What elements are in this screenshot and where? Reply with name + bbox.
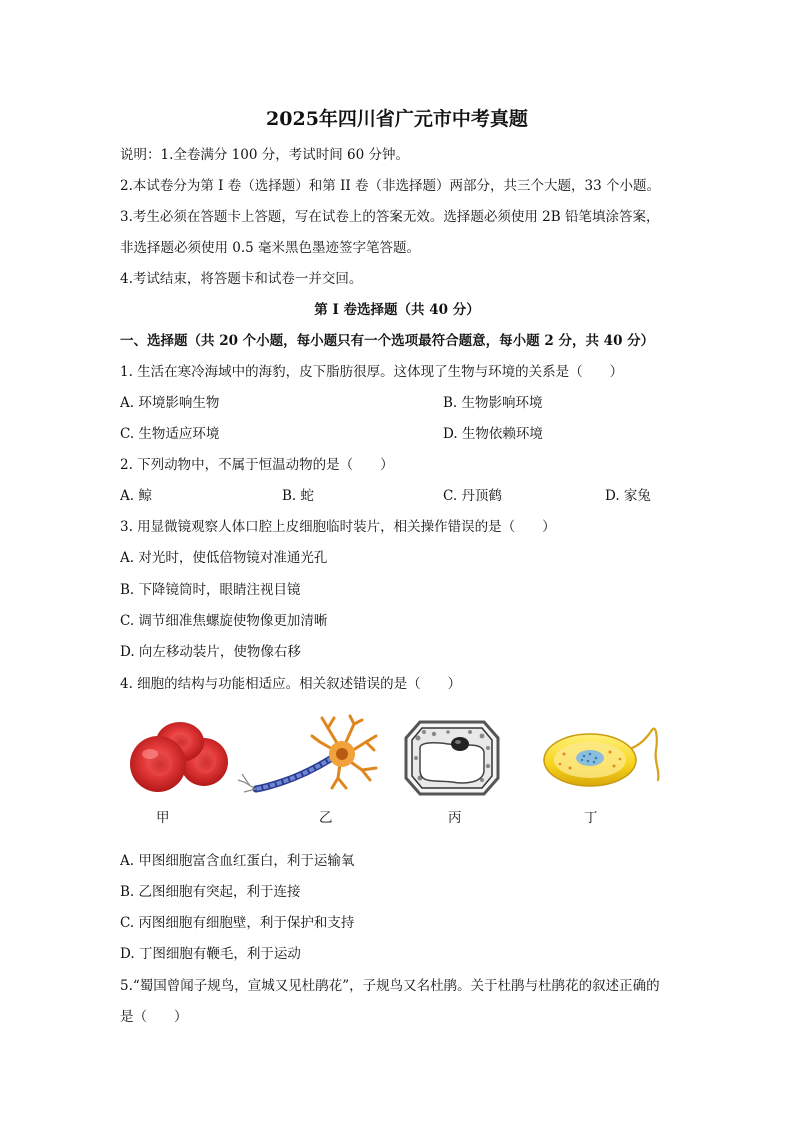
q2-option-a: A. 鲸 <box>120 488 152 504</box>
section-title: 第 I 卷选择题（共 40 分） <box>314 302 480 318</box>
q1-option-c: C. 生物适应环境 <box>120 426 220 442</box>
q4-stem: 4. 细胞的结构与功能相适应。相关叙述错误的是（ ） <box>120 676 462 692</box>
part-heading: 一、选择题（共 20 个小题，每小题只有一个选项最符合题意，每小题 2 分，共 40 分） <box>120 333 655 349</box>
figure-label-jia: 甲 <box>156 810 170 826</box>
q1-option-b: B. 生物影响环境 <box>443 395 543 411</box>
q4-option-d: D. 丁图细胞有鞭毛，利于运动 <box>120 946 301 962</box>
q1-option-d: D. 生物依赖环境 <box>443 426 543 442</box>
instruction-line-3: 3.考生必须在答题卡上答题，写在试卷上的答案无效。选择题必须使用 2B 铅笔填涂答案， <box>120 209 660 225</box>
q3-option-a: A. 对光时，使低倍物镜对准通光孔 <box>120 550 328 566</box>
neuron-illustration <box>236 712 384 796</box>
q3-option-c: C. 调节细准焦螺旋使物像更加清晰 <box>120 613 328 629</box>
figure-label-bing: 丙 <box>448 810 462 826</box>
instruction-line-4: 非选择题必须使用 0.5 毫米黑色墨迹签字笔答题。 <box>120 240 421 256</box>
q3-option-d: D. 向左移动装片，使物像右移 <box>120 644 301 660</box>
q2-option-b: B. 蛇 <box>282 488 315 504</box>
page-title: 2025年四川省广元市中考真题 <box>266 108 528 130</box>
instruction-line-1: 说明：1.全卷满分 100 分，考试时间 60 分钟。 <box>120 147 409 163</box>
bacterium-illustration <box>540 726 664 792</box>
red-blood-cell-illustration <box>128 718 232 796</box>
q5-stem-line-1: 5.“蜀国曾闻子规鸟，宣城又见杜鹃花”，子规鸟又名杜鹃。关于杜鹃与杜鹃花的叙述正确的 <box>120 978 660 994</box>
figure-label-yi: 乙 <box>319 810 333 826</box>
q2-stem: 2. 下列动物中，不属于恒温动物的是（ ） <box>120 457 394 473</box>
q4-option-b: B. 乙图细胞有突起，利于连接 <box>120 884 301 900</box>
instruction-line-2: 2.本试卷分为第 I 卷（选择题）和第 II 卷（非选择题）两部分，共三个大题，33 个小题。 <box>120 178 661 194</box>
q4-option-a: A. 甲图细胞富含血红蛋白，利于运输氧 <box>120 853 355 869</box>
q5-stem-line-2: 是（ ） <box>120 1009 188 1025</box>
q2-option-c: C. 丹顶鹤 <box>443 488 502 504</box>
q2-option-d: D. 家兔 <box>605 488 651 504</box>
q3-stem: 3. 用显微镜观察人体口腔上皮细胞临时装片，相关操作错误的是（ ） <box>120 519 556 535</box>
q4-option-c: C. 丙图细胞有细胞壁，利于保护和支持 <box>120 915 355 931</box>
q1-stem: 1. 生活在寒冷海域中的海豹，皮下脂肪很厚。这体现了生物与环境的关系是（ ） <box>120 364 624 380</box>
q3-option-b: B. 下降镜筒时，眼睛注视目镜 <box>120 582 301 598</box>
plant-cell-illustration <box>404 718 500 796</box>
q1-option-a: A. 环境影响生物 <box>120 395 220 411</box>
instruction-line-5: 4.考试结束，将答题卡和试卷一并交回。 <box>120 271 363 287</box>
figure-label-ding: 丁 <box>584 810 598 826</box>
